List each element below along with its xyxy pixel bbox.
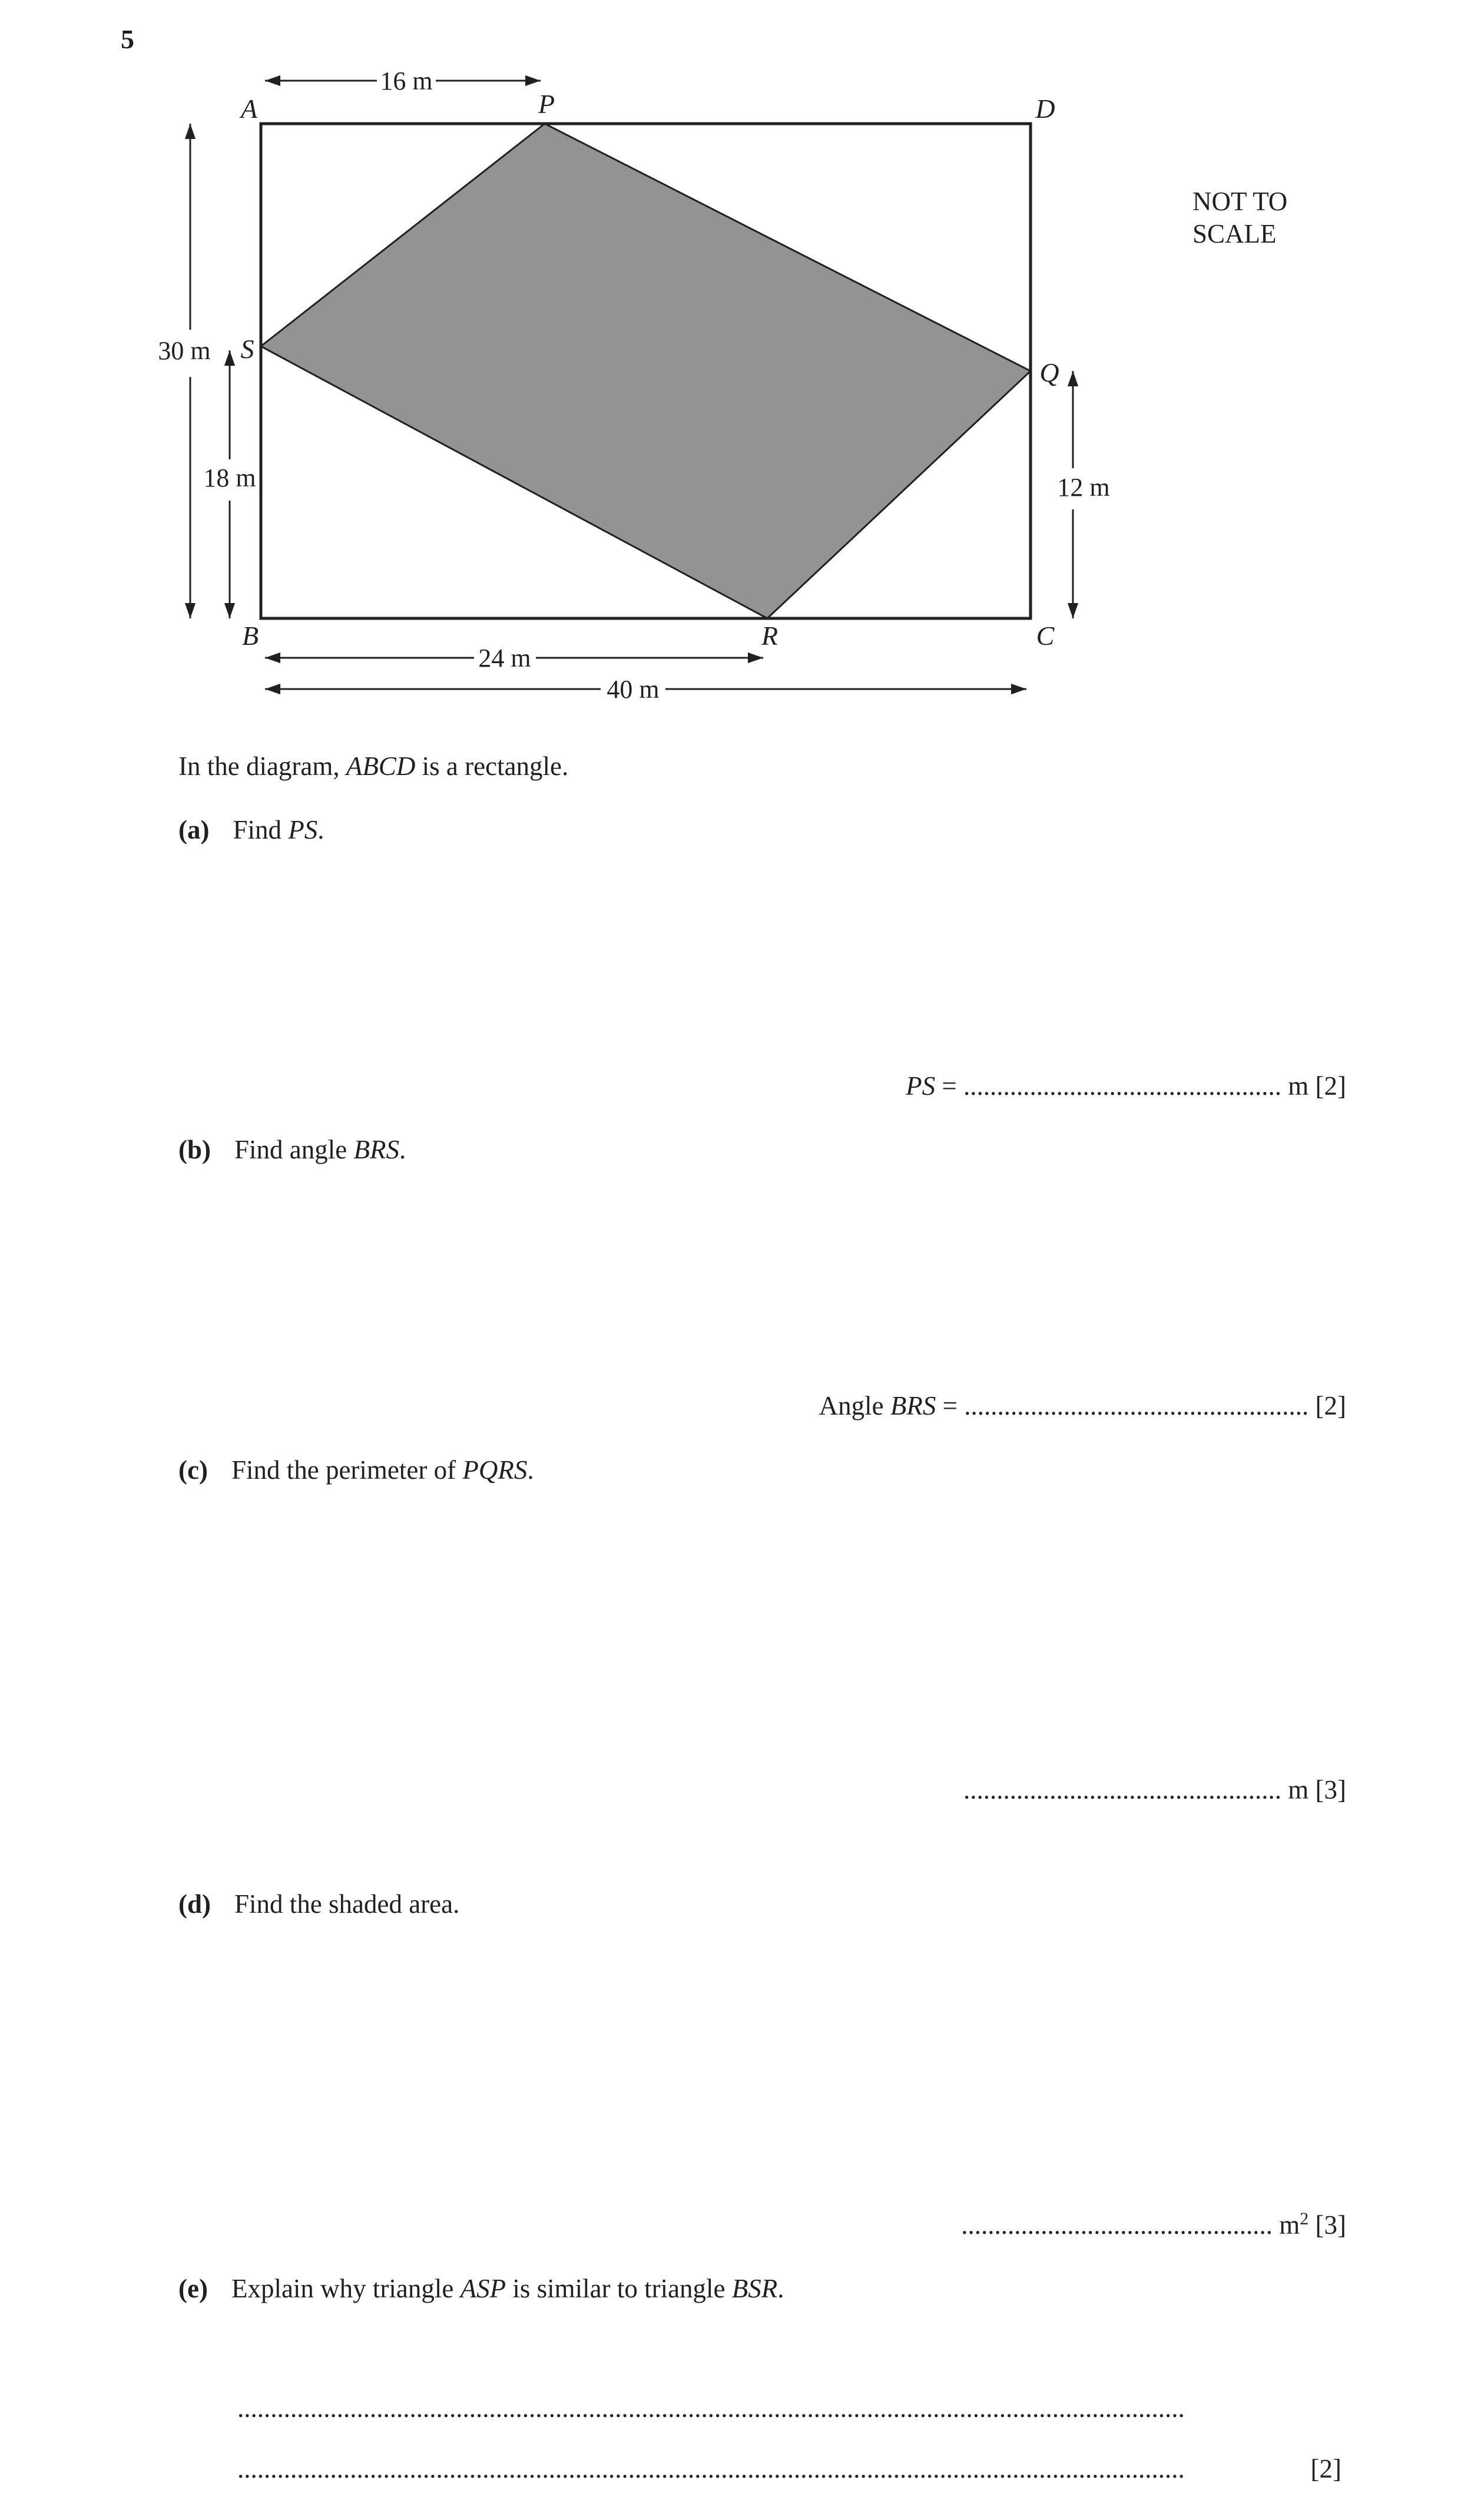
vertex-label-b: B [241,621,259,651]
part-d-question [178,1889,459,1919]
part-e-answer-dots-1[interactable]: ............................................................................................................................................... [237,2393,1185,2423]
part-b-answer-dots[interactable]: .................................................... [964,1391,1309,1420]
part-a-label: (a) [178,815,210,845]
intro-text [178,751,568,782]
dim-label-cq: 12 m [1057,473,1110,502]
part-d-unit-sup: 2 [1300,2209,1309,2228]
part-e-marks: [2] [1310,2454,1341,2483]
not-to-scale-line1: NOT TO [1192,187,1288,216]
part-a-answer-var: PS [906,1071,936,1101]
part-b-marks: [2] [1308,1391,1346,1420]
part-c-answer-line[interactable] [963,1774,1346,1805]
part-a-answer-eq: = [935,1071,963,1101]
part-b-label: (b) [178,1135,211,1164]
rectangle-diagram [0,0,1461,736]
part-c-after: . [527,1455,534,1485]
intro-after: is a rectangle. [415,751,569,781]
part-a-question [178,814,324,845]
part-b-after: . [399,1135,406,1164]
intro-shape: ABCD [346,751,416,781]
part-c-answer-dots[interactable]: ................................................ [963,1775,1281,1804]
vertex-label-c: C [1036,621,1055,651]
part-a-italic: PS [288,815,318,845]
part-a-unit: m [1281,1071,1309,1101]
part-e-italic: ASP [460,2274,506,2303]
dim-label-bs: 18 m [203,463,256,492]
part-b-answer-pre: Angle [819,1391,890,1420]
part-d-marks: [3] [1308,2210,1346,2240]
dim-label-ap: 16 m [380,67,433,95]
part-e-italic2: BSR [731,2274,778,2303]
part-a-text: Find [233,815,289,845]
vertex-label-s: S [240,334,254,364]
vertex-label-d: D [1035,94,1055,124]
part-d-unit: m [1273,2210,1300,2240]
part-b-answer-eq: = [936,1391,965,1420]
vertex-label-q: Q [1039,357,1059,388]
intro-before: In the diagram, [178,751,346,781]
part-a-answer-dots[interactable]: ................................................ [963,1071,1281,1101]
not-to-scale-line2: SCALE [1192,219,1277,249]
part-d-label: (d) [178,1889,211,1919]
part-e-answer-line-2[interactable] [237,2453,1341,2484]
vertex-label-r: R [761,621,778,651]
part-c-marks: [3] [1308,1775,1346,1804]
part-a-answer-line[interactable] [906,1071,1346,1101]
dim-label-ab: 30 m [158,336,211,365]
part-c-unit: m [1281,1775,1309,1804]
dim-label-br: 24 m [478,644,531,673]
part-b-question [178,1134,406,1165]
part-e-text-mid: is similar to triangle [506,2274,732,2303]
part-c-italic: PQRS [462,1455,528,1485]
not-to-scale-note [1192,186,1287,250]
part-a-after: . [317,815,324,845]
part-d-answer-line[interactable] [961,2209,1346,2240]
question-number: 5 [121,24,134,54]
part-d-text: Find the shaded area. [234,1889,460,1919]
part-b-italic: BRS [353,1135,399,1164]
part-a-marks: [2] [1308,1071,1346,1101]
part-e-label: (e) [178,2274,208,2303]
dim-label-bc: 40 m [607,675,660,704]
part-b-answer-line[interactable] [819,1390,1346,1421]
shaded-quadrilateral-pqrs [261,124,1031,618]
part-e-answer-dots-2[interactable]: ............................................................................................................................................... [237,2454,1185,2483]
part-e-question [178,2273,784,2304]
vertex-label-a: A [240,94,258,124]
part-b-answer-var: BRS [890,1391,936,1420]
part-e-text: Explain why triangle [231,2274,461,2303]
part-e-after: . [777,2274,784,2303]
part-e-answer-line-1[interactable] [237,2393,1303,2423]
part-b-text: Find angle [234,1135,354,1164]
vertex-label-p: P [538,89,555,119]
part-c-label: (c) [178,1455,208,1485]
part-d-answer-dots[interactable]: ............................................... [961,2210,1273,2240]
part-c-question [178,1455,534,1485]
part-c-text: Find the perimeter of [231,1455,463,1485]
